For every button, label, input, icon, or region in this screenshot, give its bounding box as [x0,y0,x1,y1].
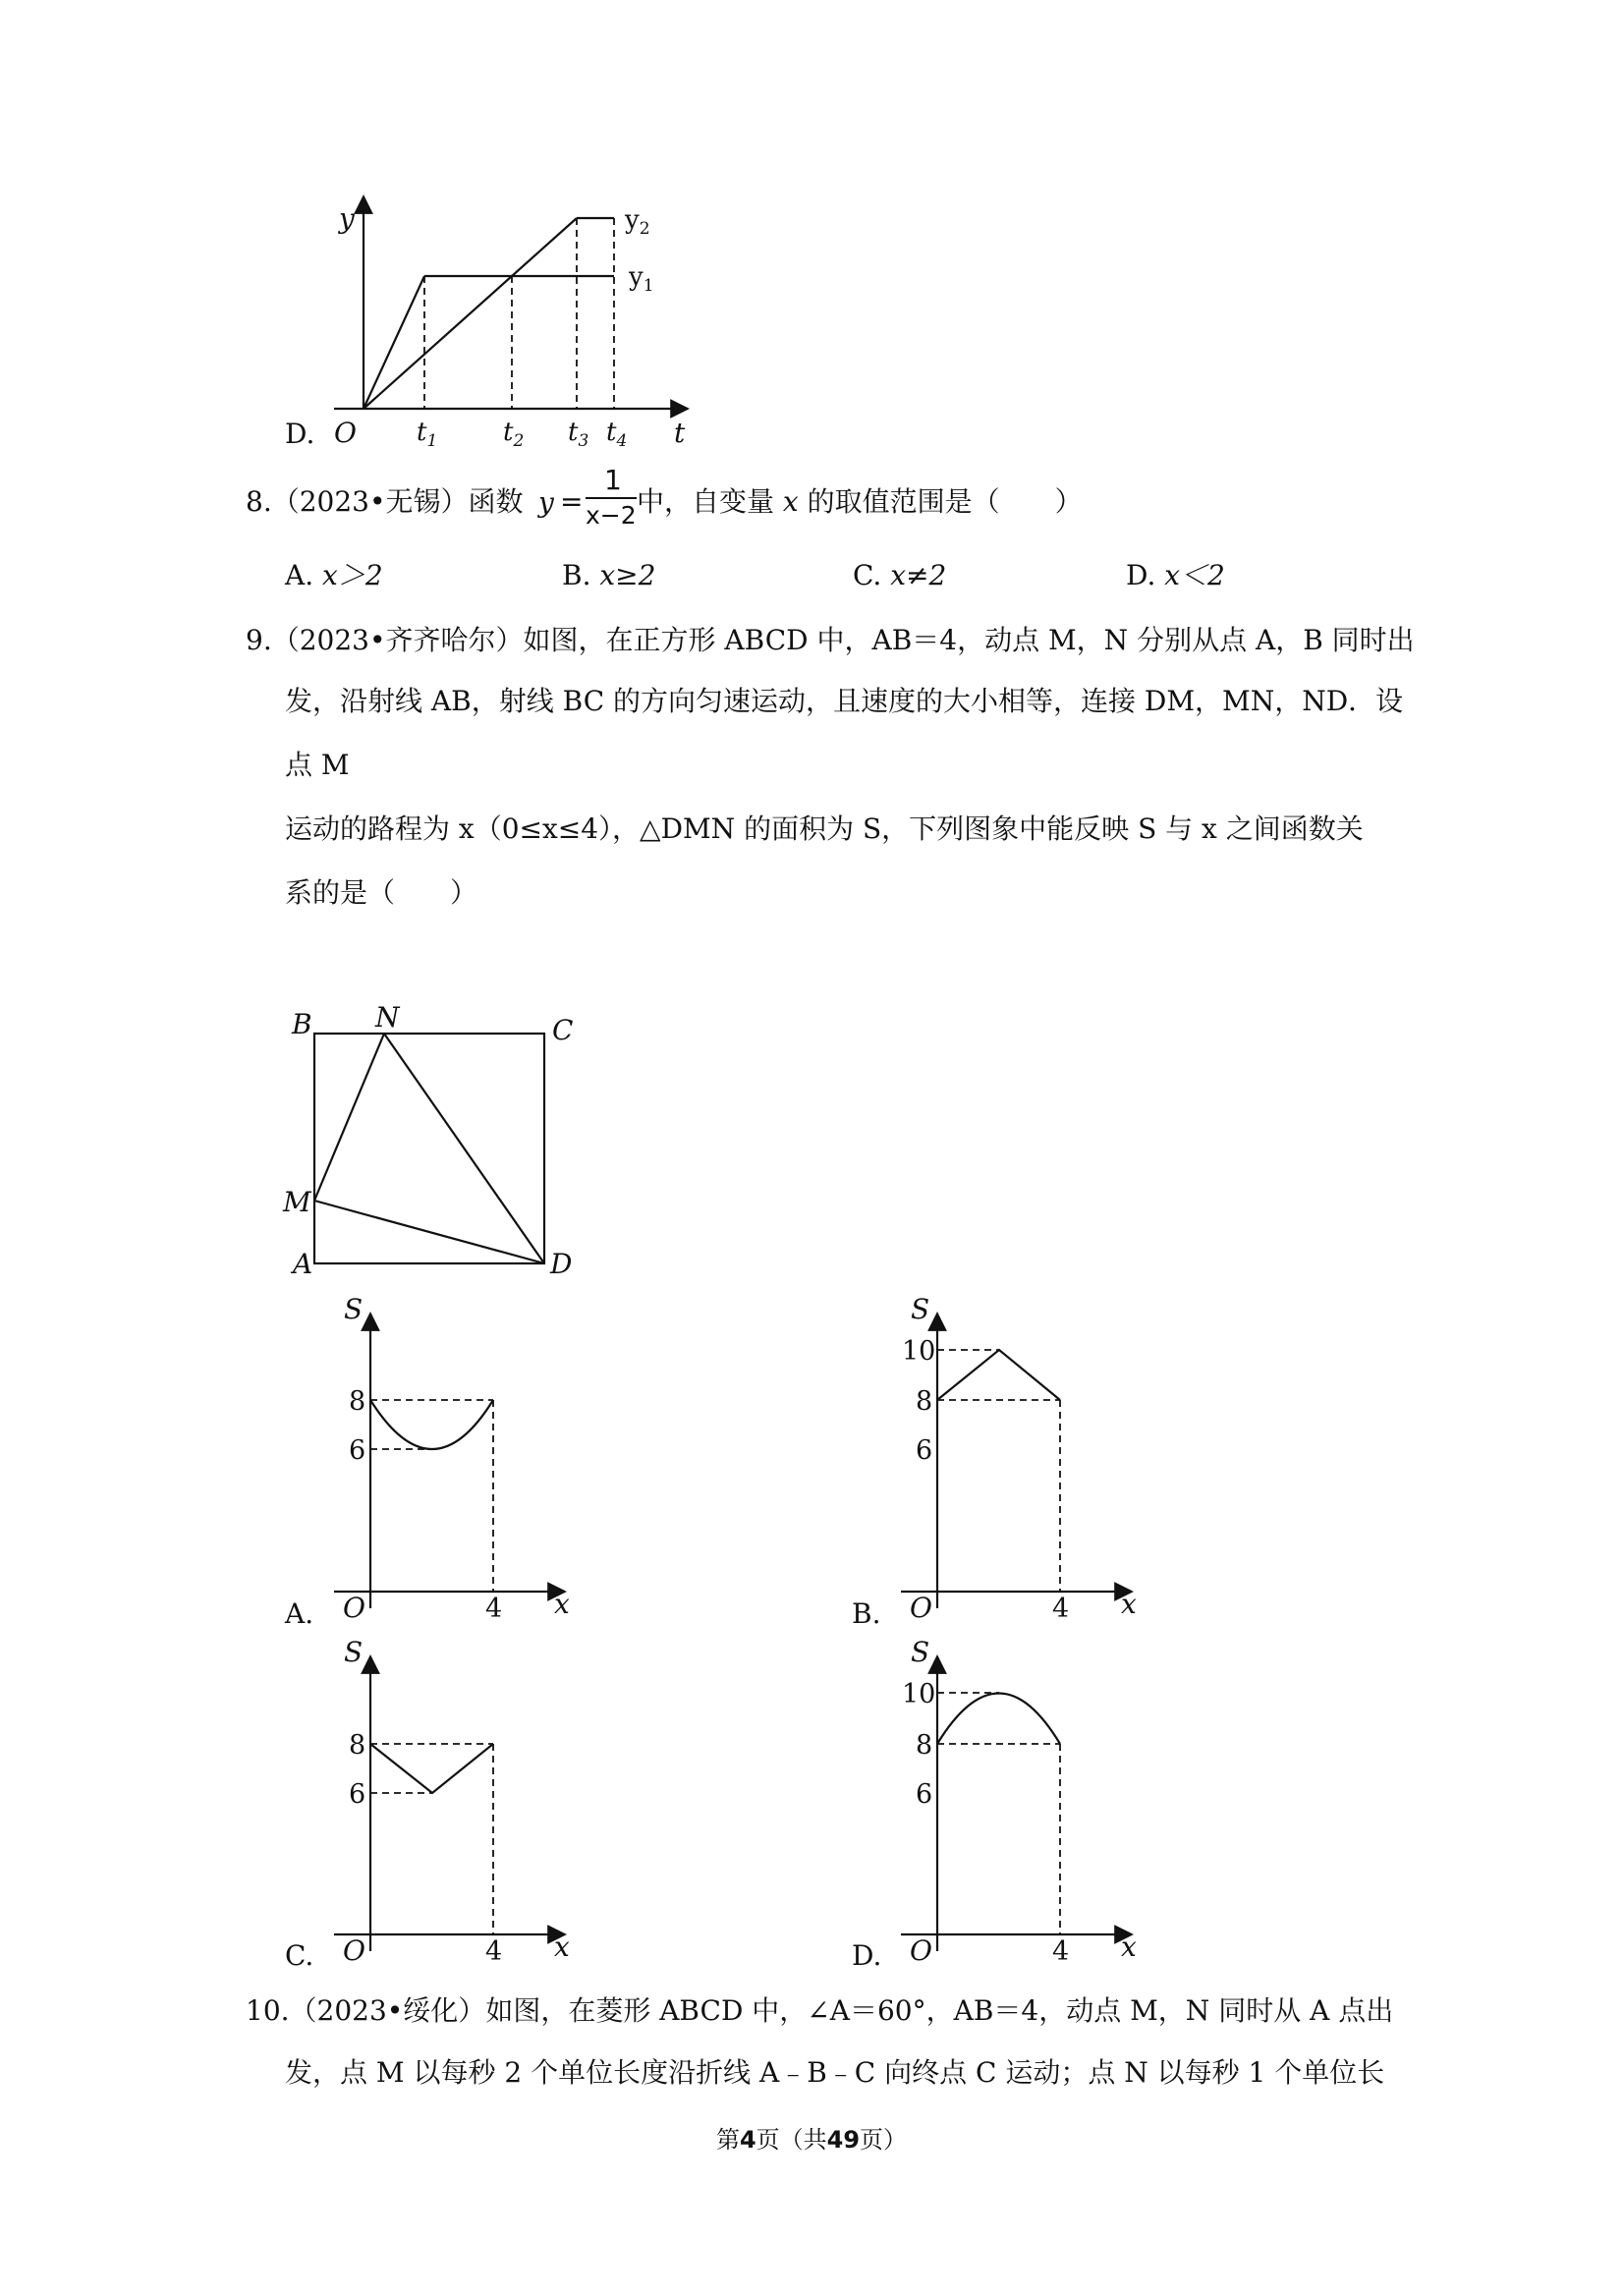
q8-text-before: 函数 [468,485,524,518]
q8-option-a-label: A. [285,559,314,591]
q9-graph-c-tick-4: 4 [485,1936,503,1967]
q9-graph-d-tick-8: 8 [916,1730,933,1761]
q7-curve1-label: $y_1$ [629,262,654,296]
q9-graph-b-tick-8: 8 [916,1386,933,1417]
q9-graph-b-tick-10: 10 [902,1336,936,1367]
q9-point-m: M [283,1186,311,1218]
q9-graph-d-tick-10: 10 [902,1679,936,1709]
q8-option-c-label: C. [853,559,882,591]
q8-func-y: y [538,486,554,519]
q9-graph-c-option-label: C. [285,1939,314,1972]
footer-mid: 页（共 [756,2126,827,2154]
q8-option-c-expr: x≠2 [890,559,947,591]
q8-option-b-expr: x≥2 [599,559,656,591]
q7-tick-t4: $t_4$ [606,418,628,451]
q8-equals: = [560,485,584,518]
q9-graph-d[interactable] [852,1636,1137,1972]
q8-source: （2023•无锡） [271,485,469,518]
footer-post: 页） [860,2126,908,2154]
q8-text-after: 中，自变量 [637,485,775,518]
q9-line1-text: 如图，在正方形 ABCD 中，AB＝4，动点 M，N 分别从点 A，B 同时出 [523,624,1415,656]
q9-graph-c[interactable] [285,1636,570,1972]
q9-graph-a-x-label: x [554,1588,570,1620]
q9-graph-a-option-label: A. [285,1597,314,1630]
q8-var: x [782,485,799,518]
q10-line1-text: 如图，在菱形 ABCD 中，∠A＝60°，AB＝4，动点 M，N 同时从 A 点出 [485,1994,1394,2027]
q9-point-a: A [293,1248,313,1280]
q8-frac-num: 1 [604,464,622,496]
q9-graph-d-s-label: S [911,1636,930,1668]
q7-t-axis-label: t [674,417,686,449]
q9-graph-d-tick-6: 6 [916,1779,933,1810]
q9-point-c: C [552,1014,574,1046]
q9-number: 9. [246,624,272,656]
q10-line1 [246,1994,1394,2027]
footer-total-pages: 49 [826,2126,861,2154]
q9-point-n: N [375,1001,400,1034]
q9-graph-c-origin: O [343,1934,365,1967]
q9-graph-d-origin: O [910,1934,932,1967]
q10-number: 10. [246,1994,290,2027]
q9-graph-a-tick-8: 8 [349,1386,366,1417]
q8-option-a-expr: x＞2 [322,559,383,591]
q8-option-b-label: B. [562,559,591,591]
q9-point-b: B [292,1008,312,1040]
q9-graph-c-x-label: x [554,1931,570,1963]
q7-y-axis-label: y [339,202,355,235]
q9-line4: 运动的路程为 x（0≤x≤4），△DMN 的面积为 S，下列图象中能反映 S 与 x 之间函数关 [285,812,1364,845]
q7-tick-t2: $t_2$ [503,418,525,451]
q9-graph-b-origin: O [910,1592,932,1624]
q8-option-d-expr: x＜2 [1164,559,1225,591]
footer-page-number: 4 [739,2126,756,2154]
q9-graph-b-s-label: S [911,1293,930,1325]
q10-line2: 发，点 M 以每秒 2 个单位长度沿折线 A﹣B﹣C 向终点 C 运动；点 N 以每秒 1 个单位长 [285,2056,1385,2089]
q9-graph-d-x-label: x [1121,1931,1137,1963]
q9-graph-d-option-label: D. [852,1939,882,1972]
q9-graph-b-tick-4: 4 [1052,1594,1070,1624]
q7-tick-t3: $t_3$ [568,418,589,451]
page-footer [0,2120,1623,2155]
q9-graph-b[interactable] [852,1293,1137,1630]
q9-graph-b-option-label: B. [852,1597,881,1630]
q9-line2: 发，沿射线 AB，射线 BC 的方向匀速运动，且速度的大小相等，连接 DM，MN，ND．设 [285,685,1404,717]
q7-curve2-label: $y_2$ [625,205,650,239]
q7-origin-label: O [334,417,357,449]
q9-graph-b-tick-6: 6 [916,1435,933,1466]
q9-line3: 点 M [285,749,350,781]
q9-graph-c-tick-6: 6 [349,1779,366,1810]
q9-graph-a-s-label: S [344,1293,364,1325]
q9-graph-a-tick-4: 4 [485,1594,503,1624]
q9-graph-a[interactable] [284,1293,570,1630]
q9-point-d: D [550,1248,573,1280]
q9-graph-b-x-label: x [1121,1588,1137,1620]
q10-source: （2023•绥化） [289,1994,486,2027]
q8-number: 8. [246,485,272,518]
q8-text-end: 的取值范围是（ ） [807,485,1083,518]
q9-graph-a-tick-6: 6 [349,1435,366,1466]
q8-frac-den: x−2 [586,501,637,530]
q9-graph-d-tick-4: 4 [1052,1936,1070,1967]
q7-tick-t1: $t_1$ [417,418,438,451]
q8-option-d-label: D. [1126,559,1156,591]
q9-source: （2023•齐齐哈尔） [271,624,524,656]
q9-graph-a-origin: O [343,1592,365,1624]
q7-option-d-label: D. [285,418,315,450]
q9-line5: 系的是（ ） [285,876,478,909]
q9-graph-c-s-label: S [344,1636,364,1668]
q9-graph-c-tick-8: 8 [349,1730,366,1761]
footer-pre: 第 [715,2126,740,2154]
